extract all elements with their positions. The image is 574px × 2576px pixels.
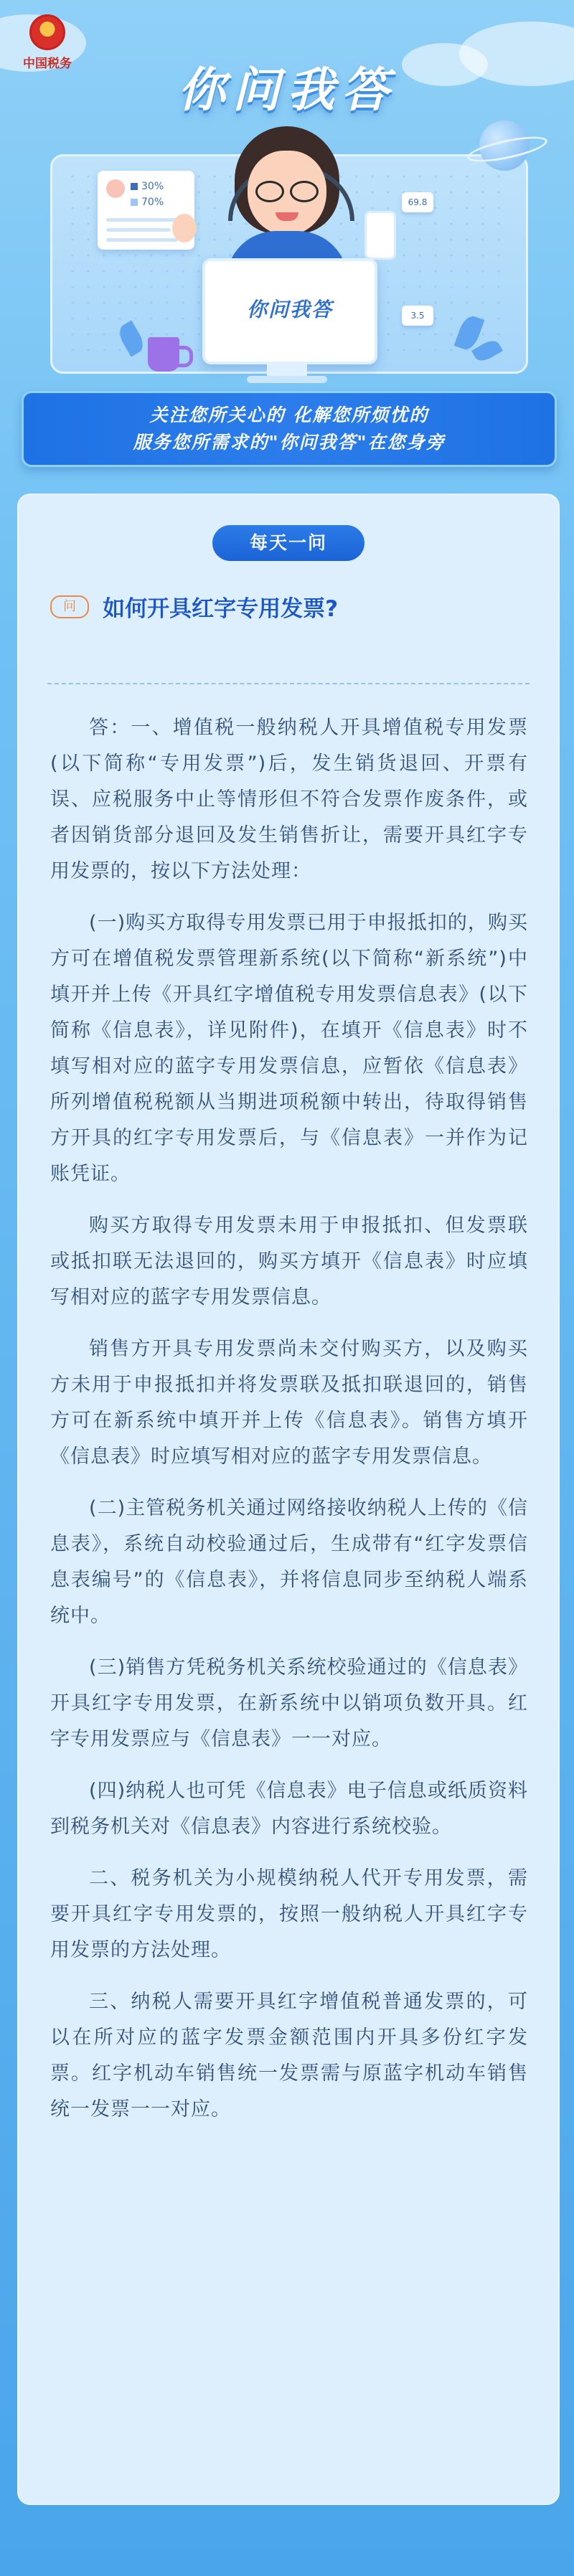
- avatar: [106, 179, 125, 198]
- answer-paragraph: 二、税务机关为小规模纳税人代开专用发票，需要开具红字专用发票的，按照一般纳税人开具红字专用发票的方法处理。: [50, 1867, 528, 1961]
- question-title: 如何开具红字专用发票?: [103, 596, 339, 622]
- value-chip: 3.5: [402, 306, 433, 326]
- question-badge: 问: [50, 595, 89, 618]
- text-line-decoration: [106, 228, 171, 232]
- slogan-line-2: 服务您所需求的"你问我答"在您身旁: [133, 432, 446, 453]
- phone-icon: [364, 211, 396, 260]
- slogan-line-1: 关注您所关心的 化解您所烦忧的: [149, 405, 429, 425]
- answer-body: [50, 710, 528, 2143]
- answer-paragraph: (三)销售方凭税务机关系统校验通过的《信息表》开具红字专用发票，在新系统中以销项负数开具。红字专用发票应与《信息表》一一对应。: [50, 1656, 528, 1750]
- cup-icon: [148, 337, 179, 372]
- monitor-foot: [247, 376, 327, 383]
- slogan-banner: [22, 391, 557, 467]
- value-chip: 69.8: [402, 192, 433, 212]
- content-card: [17, 494, 560, 2505]
- glasses-icon: [255, 181, 319, 199]
- legend-square-icon: [131, 199, 138, 206]
- answer-paragraph: 三、纳税人需要开具红字增值税普通发票的，可以在所对应的蓝字发票金额范围内开具多份红字发票。红字机动车销售统一发票需与原蓝字机动车销售统一发票一一对应。: [50, 1991, 528, 2120]
- tax-emblem-icon: [29, 14, 65, 50]
- text-line-decoration: [106, 238, 178, 242]
- legend-square-icon: [131, 183, 138, 190]
- answer-paragraph: 答：一、增值税一般纳税人开具增值税专用发票(以下简称“专用发票”)后，发生销货退回、开票有误、应税服务中止等情形但不符合发票作废条件，或者因销货部分退回及发生销售折让，需要开具红字专用发票的，按以下方法处理：: [50, 717, 528, 882]
- answer-paragraph: (一)购买方取得专用发票已用于申报抵扣的，购买方可在增值税发票管理新系统(以下简称“新系统”)中填开并上传《开具红字增值税专用发票信息表》(以下简称《信息表》，详见附件)，在填开《信息表》时不填写相对应的蓝字专用发票信息，应暂依《信息表》所列增值税税额从当期进项税额中转出，待取得销售方开具的红字专用发票后，与《信息表》一并作为记账凭证。: [50, 912, 528, 1185]
- doc-stat-2: 70%: [141, 197, 164, 208]
- doc-stat-1: 30%: [141, 181, 164, 192]
- character-hand: [172, 214, 197, 242]
- dashed-divider: [47, 683, 530, 684]
- answer-paragraph: 销售方开具专用发票尚未交付购买方，以及购买方未用于申报抵扣并将发票联及抵扣联退回的，销售方可在新系统中填开并上传《信息表》。销售方填开《信息表》时应填写相对应的蓝字专用发票信息。: [50, 1338, 528, 1468]
- section-label: 每天一问: [212, 525, 364, 561]
- question-row: [50, 590, 338, 623]
- monitor-label: 你问我答: [246, 298, 333, 321]
- logo-text: 中国税务: [23, 57, 72, 71]
- monitor-screen: [202, 258, 377, 364]
- header-banner: [0, 0, 574, 502]
- cup-handle: [177, 346, 193, 367]
- answer-paragraph: (二)主管税务机关通过网络接收纳税人上传的《信息表》，系统自动校验通过后，生成带有“红字发票信息表编号”的《信息表》，并将信息同步至纳税人端系统中。: [50, 1497, 528, 1627]
- answer-paragraph: 购买方取得专用发票未用于申报抵扣、但发票联或抵扣联无法退回的，购买方填开《信息表》时应填写相对应的蓝字专用发票信息。: [50, 1214, 528, 1308]
- banner-title: 你问我答: [178, 62, 396, 118]
- answer-paragraph: (四)纳税人也可凭《信息表》电子信息或纸质资料到税务机关对《信息表》内容进行系统校验。: [50, 1780, 528, 1838]
